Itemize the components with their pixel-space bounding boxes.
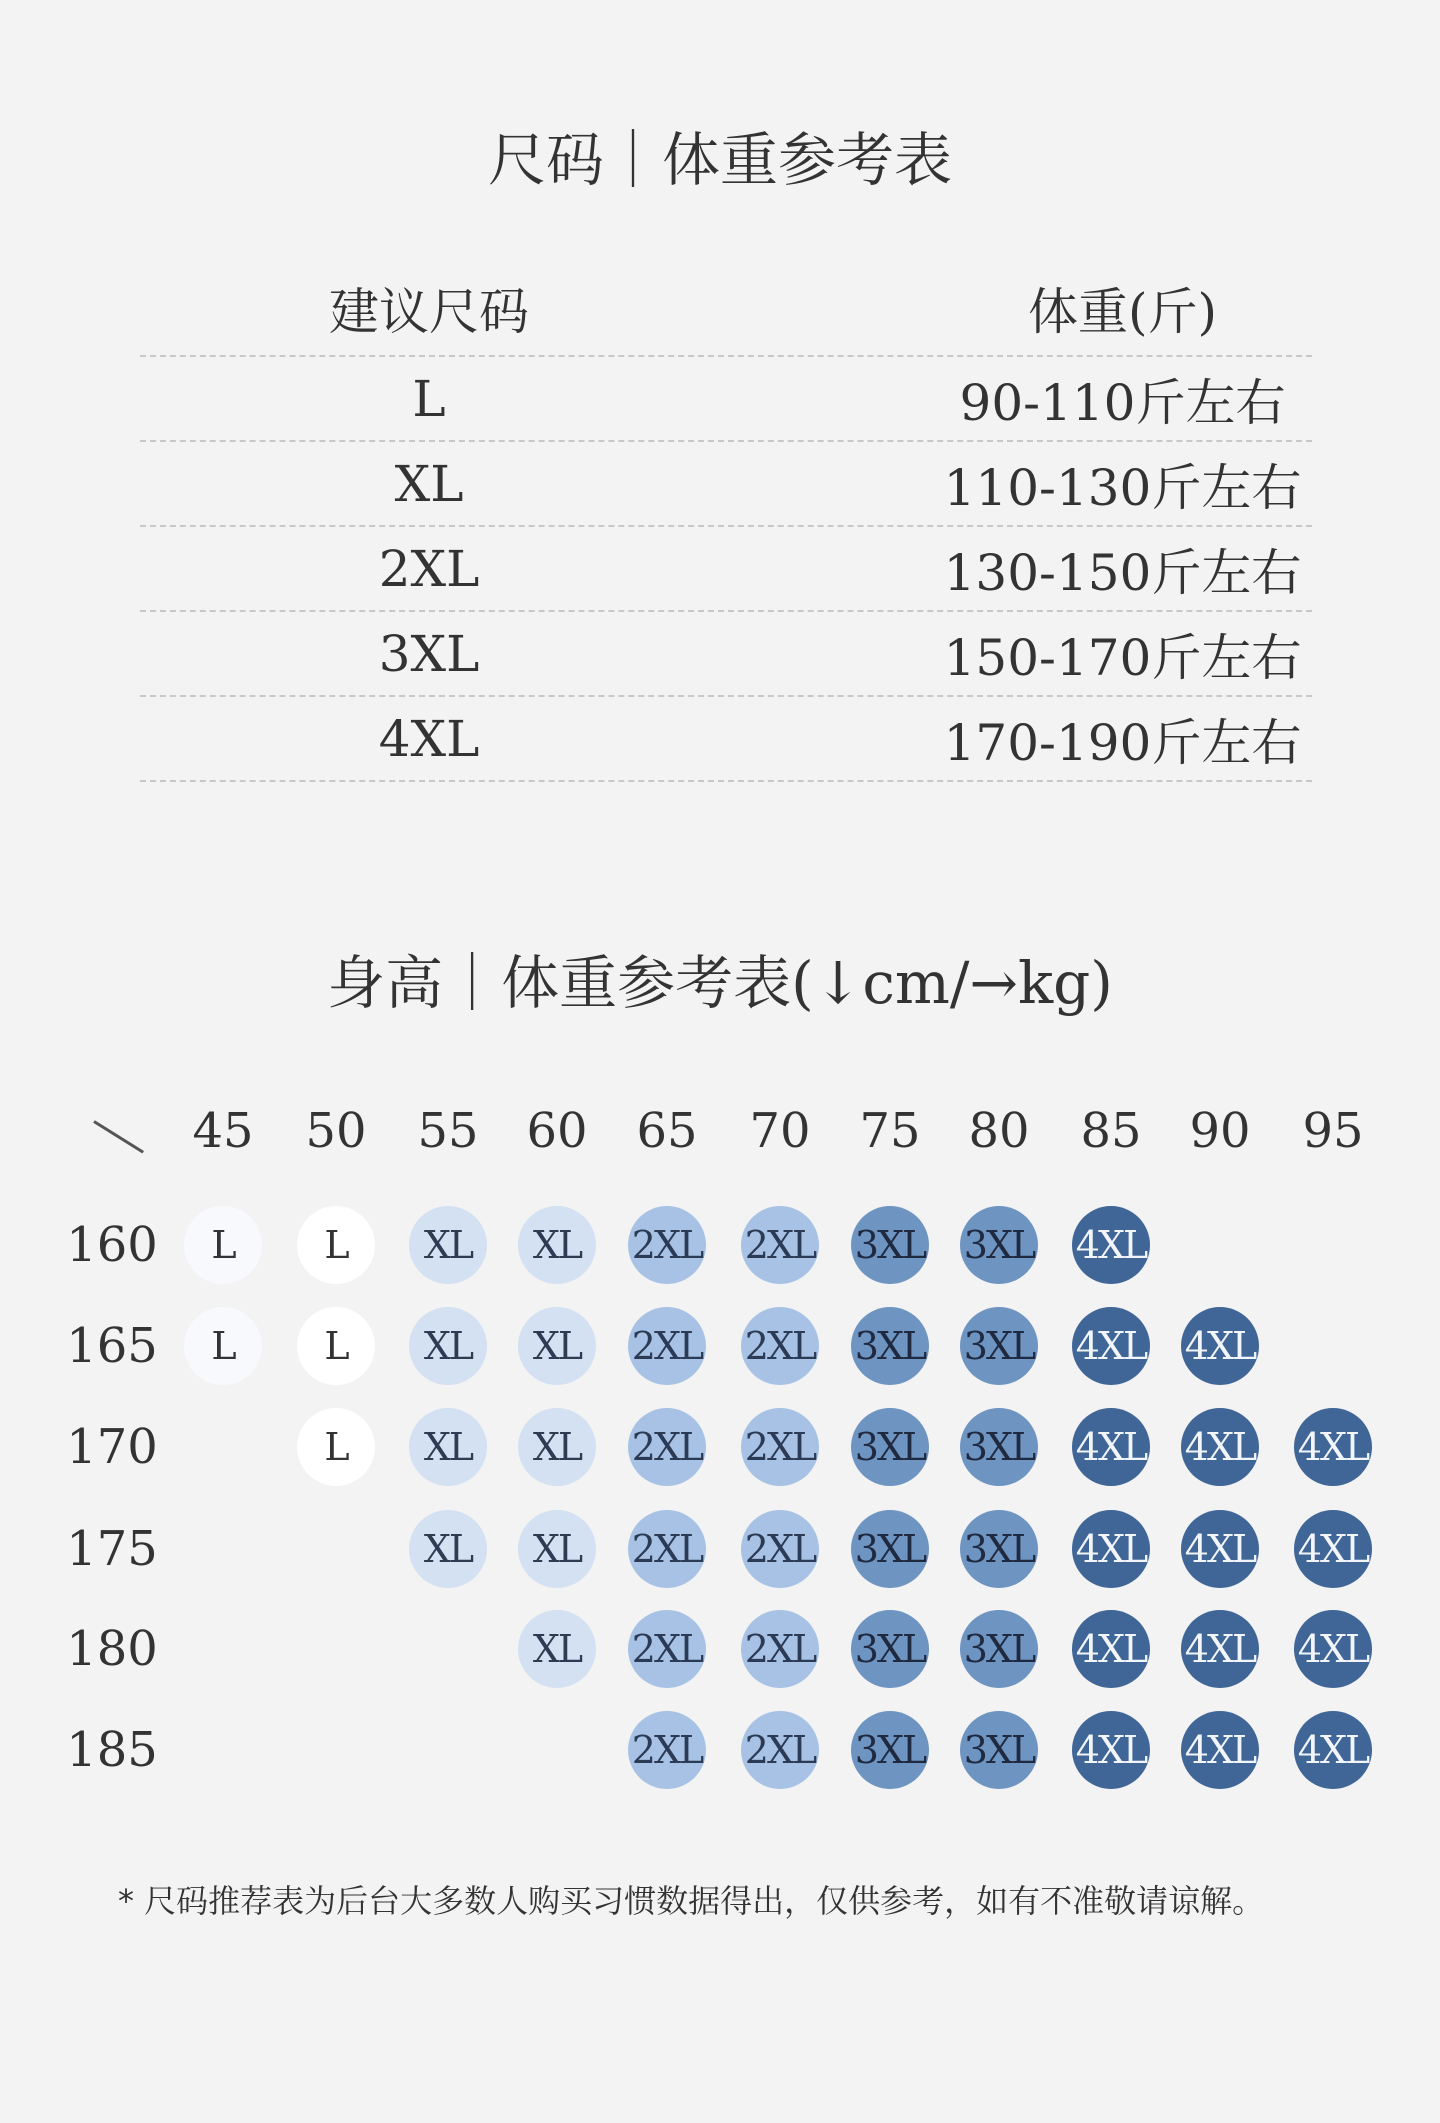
size-dot-xl: XL — [518, 1307, 596, 1385]
row-weight: 110-130斤左右 — [943, 458, 1302, 517]
size-dot-xl: XL — [409, 1206, 487, 1284]
size-dot-4xl: 4XL — [1072, 1408, 1150, 1486]
size-dot-4xl: 4XL — [1072, 1307, 1150, 1385]
height-row-header: 160 — [66, 1217, 158, 1273]
size-dot-4xl: 4XL — [1072, 1610, 1150, 1688]
corner-slash-icon — [93, 1120, 144, 1153]
size-dot-xl: XL — [518, 1408, 596, 1486]
weight-col-header: 85 — [1080, 1103, 1142, 1159]
size-dot-4xl: 4XL — [1181, 1711, 1259, 1789]
size-dot-xl: XL — [409, 1510, 487, 1588]
height-row-header: 175 — [66, 1521, 158, 1577]
size-dot-4xl: 4XL — [1294, 1711, 1372, 1789]
size-dot-3xl: 3XL — [851, 1510, 929, 1588]
size-dot-3xl: 3XL — [851, 1408, 929, 1486]
row-size: L — [412, 369, 446, 428]
row-size: 2XL — [378, 539, 480, 598]
weight-col-header: 70 — [749, 1103, 811, 1159]
size-weight-title: 尺码｜体重参考表 — [487, 126, 952, 194]
size-dot-4xl: 4XL — [1294, 1610, 1372, 1688]
size-dot-3xl: 3XL — [851, 1711, 929, 1789]
weight-col-header: 95 — [1302, 1103, 1364, 1159]
size-dot-3xl: 3XL — [960, 1408, 1038, 1486]
size-dot-3xl: 3XL — [960, 1307, 1038, 1385]
size-dot-4xl: 4XL — [1294, 1510, 1372, 1588]
size-dot-l: L — [297, 1408, 375, 1486]
size-dot-4xl: 4XL — [1072, 1711, 1150, 1789]
row-size: 4XL — [378, 709, 480, 768]
size-dot-3xl: 3XL — [851, 1610, 929, 1688]
height-row-header: 185 — [66, 1722, 158, 1778]
weight-col-header: 50 — [305, 1103, 367, 1159]
row-weight: 150-170斤左右 — [943, 628, 1302, 687]
size-dot-4xl: 4XL — [1072, 1510, 1150, 1588]
size-dot-4xl: 4XL — [1294, 1408, 1372, 1486]
row-weight: 130-150斤左右 — [943, 543, 1302, 602]
weight-col-header: 75 — [859, 1103, 921, 1159]
size-dot-4xl: 4XL — [1181, 1408, 1259, 1486]
height-row-header: 180 — [66, 1621, 158, 1677]
size-dot-2xl: 2XL — [741, 1711, 819, 1789]
size-dot-4xl: 4XL — [1181, 1610, 1259, 1688]
size-dot-4xl: 4XL — [1181, 1510, 1259, 1588]
size-dot-l: L — [184, 1206, 262, 1284]
size-dot-xl: XL — [518, 1510, 596, 1588]
size-dot-4xl: 4XL — [1181, 1307, 1259, 1385]
size-dot-3xl: 3XL — [851, 1307, 929, 1385]
size-dot-2xl: 2XL — [628, 1307, 706, 1385]
header-weight: 体重(斤) — [1027, 282, 1217, 341]
size-dot-2xl: 2XL — [741, 1510, 819, 1588]
height-row-header: 165 — [66, 1318, 158, 1374]
size-dot-2xl: 2XL — [628, 1610, 706, 1688]
weight-col-header: 55 — [417, 1103, 479, 1159]
weight-col-header: 65 — [636, 1103, 698, 1159]
size-dot-2xl: 2XL — [741, 1610, 819, 1688]
height-weight-title: 身高｜体重参考表(↓cm/→kg) — [327, 949, 1113, 1017]
size-dot-2xl: 2XL — [741, 1206, 819, 1284]
size-dot-2xl: 2XL — [628, 1408, 706, 1486]
weight-col-header: 80 — [968, 1103, 1030, 1159]
size-dot-2xl: 2XL — [741, 1307, 819, 1385]
row-size: XL — [394, 454, 464, 513]
weight-col-header: 45 — [192, 1103, 254, 1159]
row-size: 3XL — [378, 624, 480, 683]
size-dot-3xl: 3XL — [960, 1206, 1038, 1284]
size-dot-4xl: 4XL — [1072, 1206, 1150, 1284]
size-dot-l: L — [184, 1307, 262, 1385]
footnote: * 尺码推荐表为后台大多数人购买习惯数据得出，仅供参考，如有不准敬请谅解。 — [118, 1882, 1265, 1920]
size-dot-l: L — [297, 1206, 375, 1284]
weight-col-header: 60 — [526, 1103, 588, 1159]
size-dot-xl: XL — [409, 1307, 487, 1385]
size-dot-3xl: 3XL — [960, 1510, 1038, 1588]
size-dot-2xl: 2XL — [628, 1206, 706, 1284]
size-dot-2xl: 2XL — [628, 1711, 706, 1789]
row-weight: 170-190斤左右 — [943, 713, 1302, 772]
size-dot-xl: XL — [409, 1408, 487, 1486]
size-dot-xl: XL — [518, 1610, 596, 1688]
size-dot-2xl: 2XL — [741, 1408, 819, 1486]
row-weight: 90-110斤左右 — [959, 373, 1286, 432]
header-size: 建议尺码 — [329, 282, 529, 341]
size-dot-2xl: 2XL — [628, 1510, 706, 1588]
size-dot-3xl: 3XL — [960, 1711, 1038, 1789]
size-dot-3xl: 3XL — [960, 1610, 1038, 1688]
size-dot-3xl: 3XL — [851, 1206, 929, 1284]
size-dot-l: L — [297, 1307, 375, 1385]
size-dot-xl: XL — [518, 1206, 596, 1284]
weight-col-header: 90 — [1189, 1103, 1251, 1159]
height-row-header: 170 — [66, 1419, 158, 1475]
